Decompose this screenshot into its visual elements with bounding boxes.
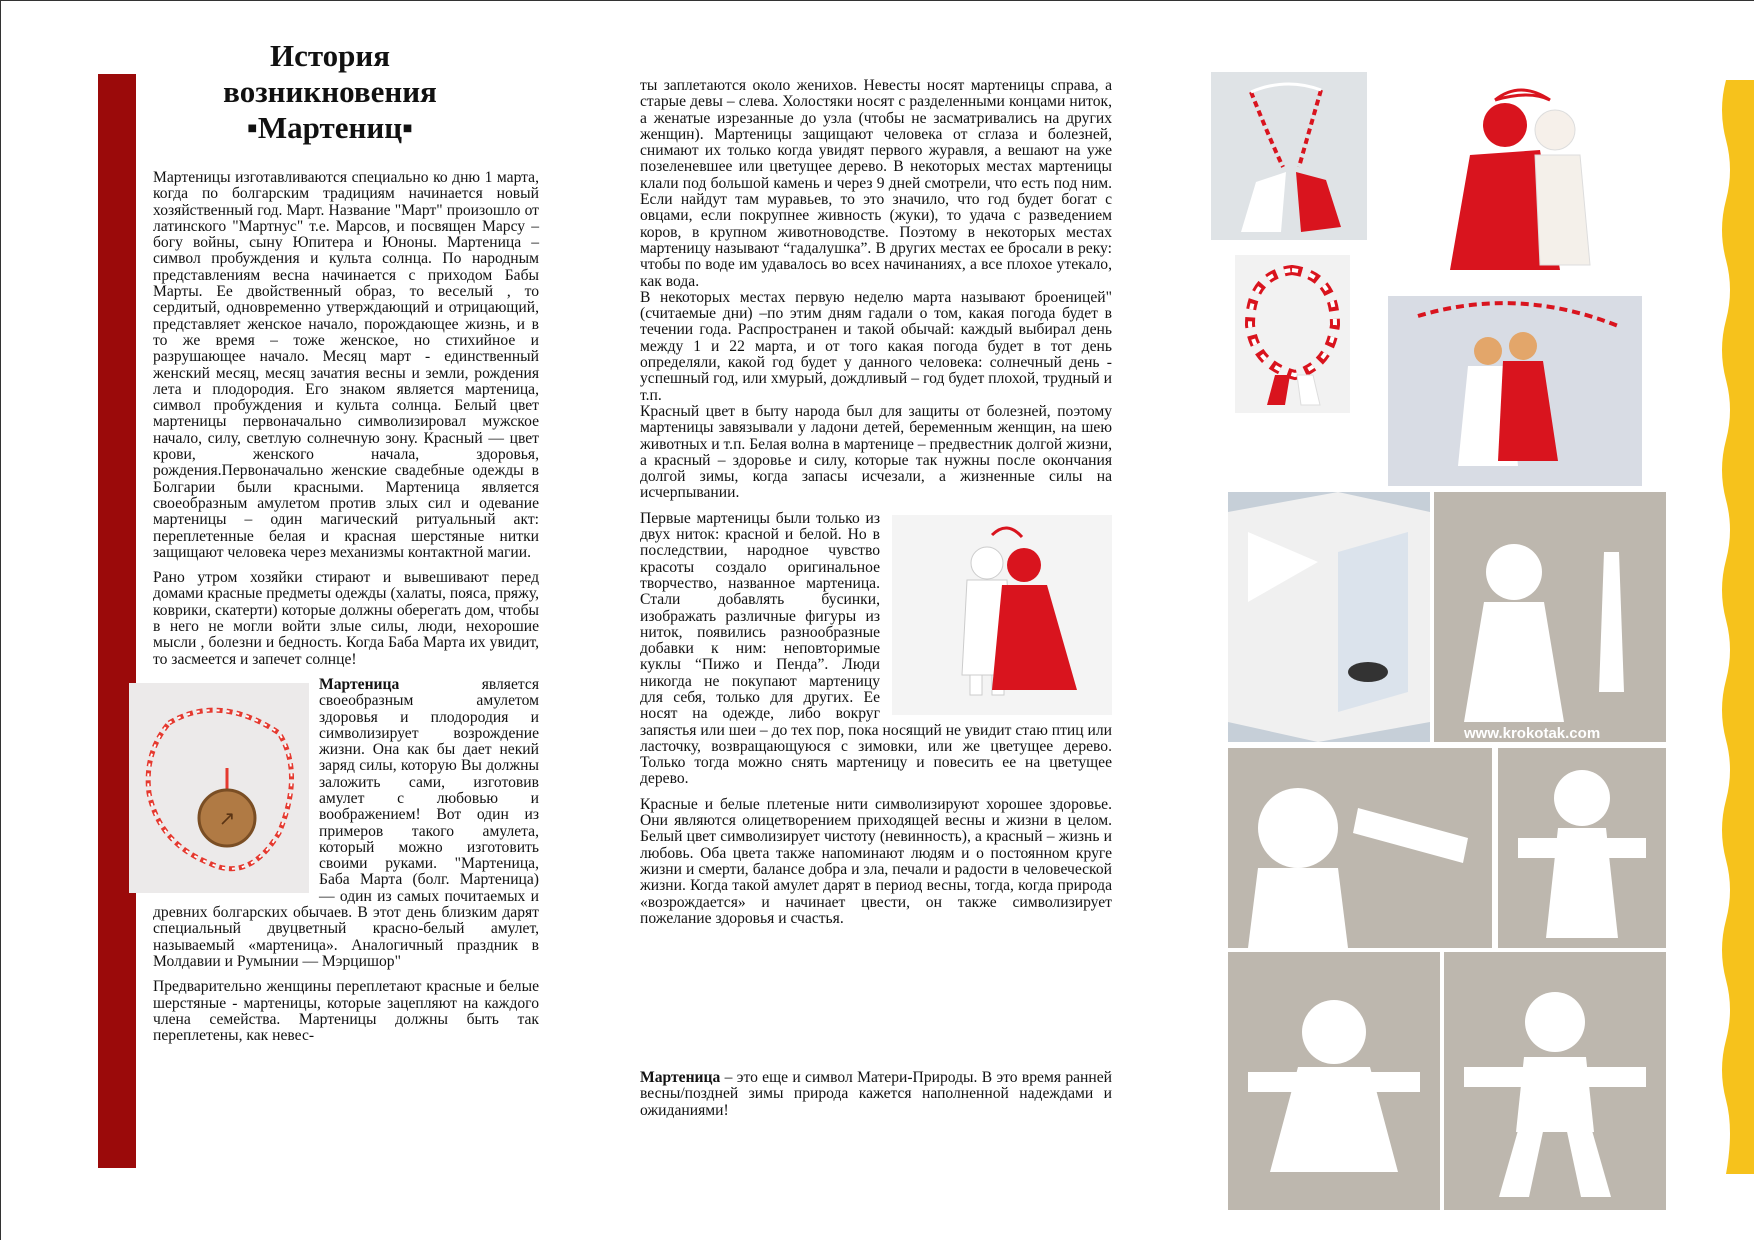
paragraph: Красный цвет в быту народа был для защиты от болезней, поэтому мартеницы завязывали у ладони детей, беременным женщин, на шею животных и т.п. Белая волна в мартенице – предвестник долгой жизни, а красный – здоровье и силу, которые так нужны после окончания долгой зимы, когда запасы исчезали, а жизненные силы на исчерпывании.: [640, 402, 1112, 502]
bracelet-tassels-photo: [1211, 72, 1367, 240]
paragraph: ты заплетаются около женихов. Невесты носят мартеницы справа, а старые девы – слева. Холостяки носят с разделенными концами ниток, а женатые изрезанные до узла (чтобы не засматривались на других женщин). Мартеницы защищают человека от сглаза и болезней, снимают их только когда увидят первого журавля, а вешают на уже позеленевшее или цветущее дерево. В некоторых местах мартеницы клали под большой камень и через 9 дней смотрели, что есть под ним. Если найдут там муравьев, то это значило, что год будет богат с овцами, если покрупнее живность (жуки), то удача с разведением коров, в крупном животноводстве. Поэтому в некоторых местах мартеницу называют “гадалушка”. В других местах ее бросали в реку: чтобы по воде им удавалось во всех начинаниях, а все плохое утекало, как вода.: [640, 77, 1112, 290]
paragraph: Предварительно женщины переплетают красные и белые шерстяные - мартеницы, которые зацепляют на каждого члена семейства. Мартеницы должны быть так переплетены, как невес-: [153, 978, 539, 1045]
text-column-2: ты заплетаются около женихов. Невесты носят мартеницы справа, а старые девы – слева. Холостяки носят с разделенными концами ниток, а женатые изрезанные до узла (чтобы не засматривались на других женщин). Мартеницы защищают человека от сглаза и болезней, снимают их только когда увидят первого журавля, а вешают на уже позеленевшее или цветущее дерево. В некоторых местах мартеницы клали под большой камень и через 9 дней смотрели, что есть под ним. Если найдут там муравьев, то это значило, что год будет богат с овцами, если покрупнее живность (жуки), то удача с разведением коров, в крупном животноводстве. Поэтому в некоторых местах мартеницу называют “гадалушка”. В других местах ее бросали в реку: чтобы по воде им удавалось во всех начинаниях, а все плохое утекало, как вода. В некоторых местах первую неделю марта называют броеницей" (считаемые дни) –по этим дням гадали о том, какая погода будет в течении года. Распространен и такой обычай: каждый выбирал день между 1 и 22 марта, и от того какая погода будет в тот день определяли, какой год будет у данного человека: солнечный день - успешный год, или хмурый, дождливый – год будет плохой, трудный и т.п. Красный цвет в быту народа был для защиты от болезней, поэтому мартеницы завязывали у ладони детей, беременным женщин, на шею животных и т.п. Белая волна в мартенице – предвестник долгой жизни, а красный – здоровье и силу, которые так нужны после окончания долгой зимы, когда запасы исчезали, а жизненные силы на исчерпывании. Первые мартеницы были только из двух ниток: красной и белой. Но в последствии, народное чувство красоты создало оригинальное творчество, названное мартеница. Стали добавлять бусинки, изображать различные фигуры из ниток, появились разнообразные добавки к ним: неповторимые куклы “Пижо и Пенда”. Люди никогда не покупают мартеницу для себя, только для других. Ее носят на одежде, либо вокруг запястья или шеи – до тех пор, пока носящий не увидит стаю птиц или ласточку, возвращающуюся с зимовки, или же цветущее дерево. Только тогда можно снять мартеницу и повесить ее на цветущее дерево. Красные и белые плетеные нити символизируют хорошее здоровье. Они являются олицетворением приходящей весны и жизни в целом. Белый цвет символизирует чистоту (невинность), а красный – жизнь и любовь. Оба цвета также напоминают людям и о постоянном круге жизни и смерти, балансе добра и зла, печали и радости в человеческой жизни. Когда такой амулет дарят в период весны, тогда, когда природа «возрождается» и начинает цвести, он также символизирует пожелание здоровья и счастья.: [640, 77, 1112, 927]
yarn-doll-step1-photo: [1434, 492, 1666, 742]
red-decorative-bar: [98, 74, 136, 1168]
page-title: История возникновения ▪Мартениц▪: [223, 38, 437, 145]
paragraph: Мартеницы изготавливаются специально ко дню 1 марта, когда по болгарским традициям начинается новый хозяйственный год. Март. Название "Март" произошло от латинского "Мартнус" т.е. Марсов, и посвящен Марсу – богу войны, сыну Юпитера и Юноны. Мартеница – символ пробуждения и культа солнца. По народным представлениям весна начинается с приходом Бабы Марты. Ее двойственный образ, то веселый , то сердитый, одновременно утверждающий и отрицающий, представляет женское начало, порождающее жизнь, и в то же время – тоже женское, но стихийное и разрушающее начало. Месяц март - единственный женский месяц, месяц зачатия весны и земли, рождения лета и плодородия. Его знаком является мартеница, символ пробуждения и культа солнца. Белый цвет мартеницы первоначально символизировал мужское начало, силу, светлую солнечную зону. Красный — цвет крови, женского начала, здоровья, рождения.Первоначально женские свадебные одежды в Болгарии были красными. Мартеница является своеобразным амулетом против злых сил и одевание мартеницы – один магический ритуальный акт: переплетенные белая и красная шерстяные нитки защищают человека через механизмы контактной магии.: [153, 169, 539, 561]
top-border: [0, 0, 1754, 1]
yarn-card-photo: [1228, 492, 1430, 742]
closing-paragraph: Мартеница – это еще и символ Матери-Природы. В это время ранней весны/поздней зимы природа кажется наполненной надеждами и ожиданиями!: [640, 1069, 1112, 1119]
left-border: [0, 0, 1, 1240]
amulet-bracelet-image: [129, 683, 309, 893]
red-white-dolls-photo: [1410, 80, 1635, 280]
dolls-couple-image: [892, 515, 1112, 715]
yarn-doll-step3-photo: [1498, 748, 1666, 948]
yarn-doll-step2-photo: [1228, 748, 1492, 948]
yellow-wavy-bar: [1718, 80, 1754, 1174]
svg-text:↗: ↗: [218, 805, 236, 830]
yarn-doll-step5-photo: [1444, 952, 1666, 1210]
smiley-dolls-photo: [1388, 296, 1642, 486]
twisted-bracelet-photo: [1235, 255, 1350, 413]
paragraph: Красные и белые плетеные нити символизируют хорошее здоровье. Они являются олицетворением приходящей весны и жизни в целом. Белый цвет символизирует чистоту (невинность), а красный – жизнь и любовь. Оба цвета также напоминают людям и о постоянном круге жизни и смерти, балансе добра и зла, печали и радости в человеческой жизни. Когда такой амулет дарят в период весны, тогда, когда природа «возрождается» и начинает цвести, он также символизирует пожелание здоровья и счастья.: [640, 795, 1112, 927]
yarn-doll-step4-photo: [1228, 952, 1440, 1210]
watermark: www.krokotak.com: [1464, 725, 1601, 742]
paragraph: Рано утром хозяйки стирают и вывешивают перед домами красные предметы одежды (халаты, пояса, пряжу, коврики, скатерти) которые должны оберегать дом, чтобы в него не могли войти злые силы, люди, нехорошие мысли , болезни и бедность. Когда Баба Марта их увидит, то засмеется и запечет солнце!: [153, 569, 539, 668]
text-column-1: Мартеницы изготавливаются специально ко дню 1 марта, когда по болгарским традициям начинается новый хозяйственный год. Март. Название "Март" произошло от латинского "Мартнус" т.е. Марсов, и посвящен Марсу – богу войны, сыну Юпитера и Юноны. Мартеница – символ пробуждения и культа солнца. По народным представлениям весна начинается с приходом Бабы Марты. Ее двойственный образ, то веселый , то сердитый, одновременно утверждающий и отрицающий, представляет женское начало, порождающее жизнь, и в то же время – тоже женское, но стихийное и разрушающее начало. Месяц март - единственный женский месяц, месяц зачатия весны и земли, рождения лета и плодородия. Его знаком является мартеница, символ пробуждения и культа солнца. Белый цвет мартеницы первоначально символизировал мужское начало, силу, светлую солнечную зону. Красный — цвет крови, женского начала, здоровья, рождения.Первоначально женские свадебные одежды в Болгарии были красными. Мартеница является своеобразным амулетом против злых сил и одевание мартеницы – один магический ритуальный акт: переплетенные белая и красная шерстяные нитки защищают человека через механизмы контактной магии. Рано утром хозяйки стирают и вывешивают перед домами красные предметы одежды (халаты, пояса, пряжу, коврики, скатерти) которые должны оберегать дом, чтобы в него не могли войти злые силы, люди, нехорошие мысли , болезни и бедность. Когда Баба Марта их увидит, то засмеется и запечет солнце! ↗ Мартеница является своеобразным амулетом здоровья и плодородия и символизирует возрождение жизни. Она как бы дает некий заряд силы, которую Вы должны заложить сами, изготовив амулет с любовью и воображением! Вот один из примеров такого амулета, который можно изготовить своими руками. "Мартеница, Баба Марта (болг. Мартеница) — один из самых почитаемых и древних болгарских обычаев. В этот день близким дарят специальный двуцветный красно-белый амулет, называемый «мартеница». Аналогичный праздник в Молдавии и Румынии — Мэрцишор" Предварительно женщины переплетают красные и белые шерстяные - мартеницы, которые зацепляют на каждого члена семейства. Мартеницы должны быть так переплетены, как невес-: [153, 170, 539, 1053]
paragraph: В некоторых местах первую неделю марта называют броеницей" (считаемые дни) –по этим дням гадали о том, какая погода будет в течении года. Распространен и такой обычай: каждый выбирал день между 1 и 22 марта, и от того какая погода будет в тот день определяли, какой год будет у данного человека: солнечный день - успешный год, или хмурый, дождливый – год будет плохой, трудный и т.п.: [640, 288, 1112, 404]
